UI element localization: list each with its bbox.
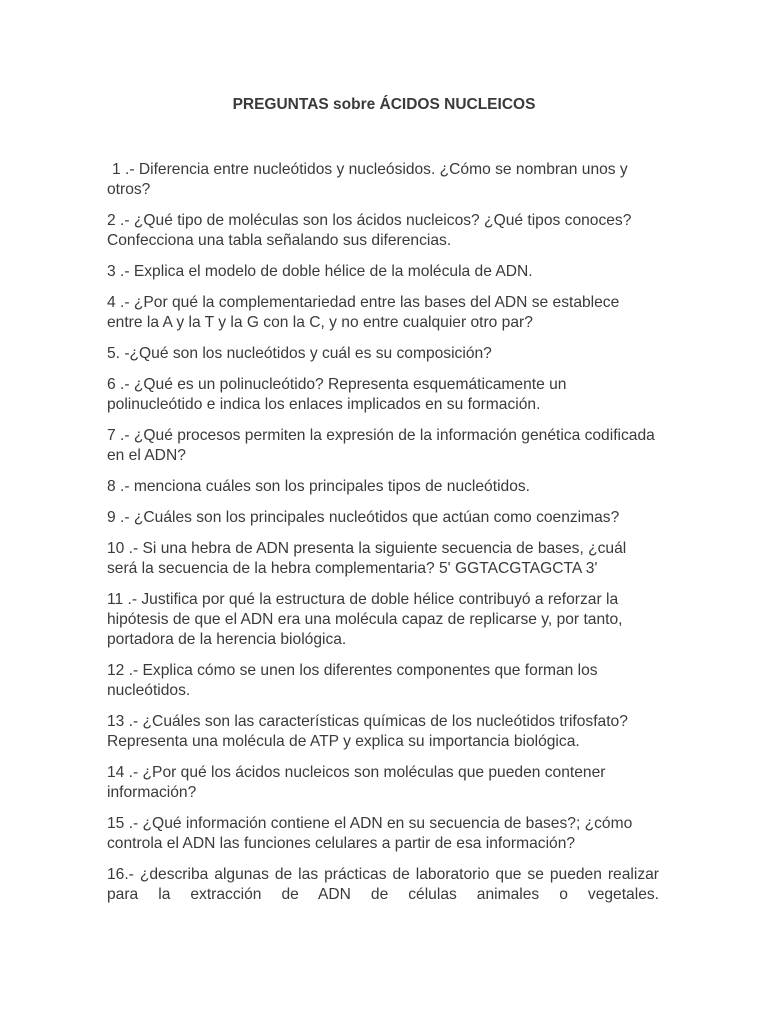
- question-item: 11 .- Justifica por qué la estructura de doble hélice contribuyó a reforzar la hipótesis de que el ADN era una molécula capaz de replicarse y, por tanto, portadora de la herencia biológica.: [107, 591, 623, 648]
- question-item: 16.- ¿describa algunas de las prácticas de laboratorio que se pueden realizar para la extracción de ADN de células animales o vegetales.: [107, 866, 659, 903]
- question-item: 14 .- ¿Por qué los ácidos nucleicos son moléculas que pueden contener información?: [107, 764, 606, 801]
- question-item: 15 .- ¿Qué información contiene el ADN en su secuencia de bases?; ¿cómo controla el ADN las funciones celulares a partir de esa información?: [107, 815, 633, 852]
- question-item: 6 .- ¿Qué es un polinucleótido? Representa esquemáticamente un polinucleótido e indica los enlaces implicados en su formación.: [107, 376, 567, 413]
- question-item: 1 .- Diferencia entre nucleótidos y nucleósidos. ¿Cómo se nombran unos y otros?: [107, 161, 628, 198]
- question-item: 12 .- Explica cómo se unen los diferentes componentes que forman los nucleótidos.: [107, 662, 598, 699]
- question-item: 4 .- ¿Por qué la complementariedad entre las bases del ADN se establece entre la A y la T y la G con la C, y no entre cualquier otro par?: [107, 294, 620, 331]
- question-item: 5. -¿Qué son los nucleótidos y cuál es su composición?: [107, 345, 492, 362]
- question-item: 3 .- Explica el modelo de doble hélice de la molécula de ADN.: [107, 263, 533, 280]
- question-item: 7 .- ¿Qué procesos permiten la expresión de la información genética codificada en el ADN?: [107, 427, 655, 464]
- question-item: 9 .- ¿Cuáles son los principales nucleótidos que actúan como coenzimas?: [107, 509, 620, 526]
- question-item: 10 .- Si una hebra de ADN presenta la siguiente secuencia de bases, ¿cuál será la secuencia de la hebra complementaria? 5' GGTACGTAGCTA 3': [107, 540, 627, 577]
- page-title: PREGUNTAS sobre ÁCIDOS NUCLEICOS: [232, 96, 536, 113]
- question-item: 2 .- ¿Qué tipo de moléculas son los ácidos nucleicos? ¿Qué tipos conoces? Confecciona una tabla señalando sus diferencias.: [107, 212, 632, 249]
- question-item: 8 .- menciona cuáles son los principales tipos de nucleótidos.: [107, 478, 531, 495]
- question-list: [107, 160, 659, 916]
- question-item: 13 .- ¿Cuáles son las características químicas de los nucleótidos trifosfato? Representa una molécula de ATP y explica su importancia biológica.: [107, 713, 628, 750]
